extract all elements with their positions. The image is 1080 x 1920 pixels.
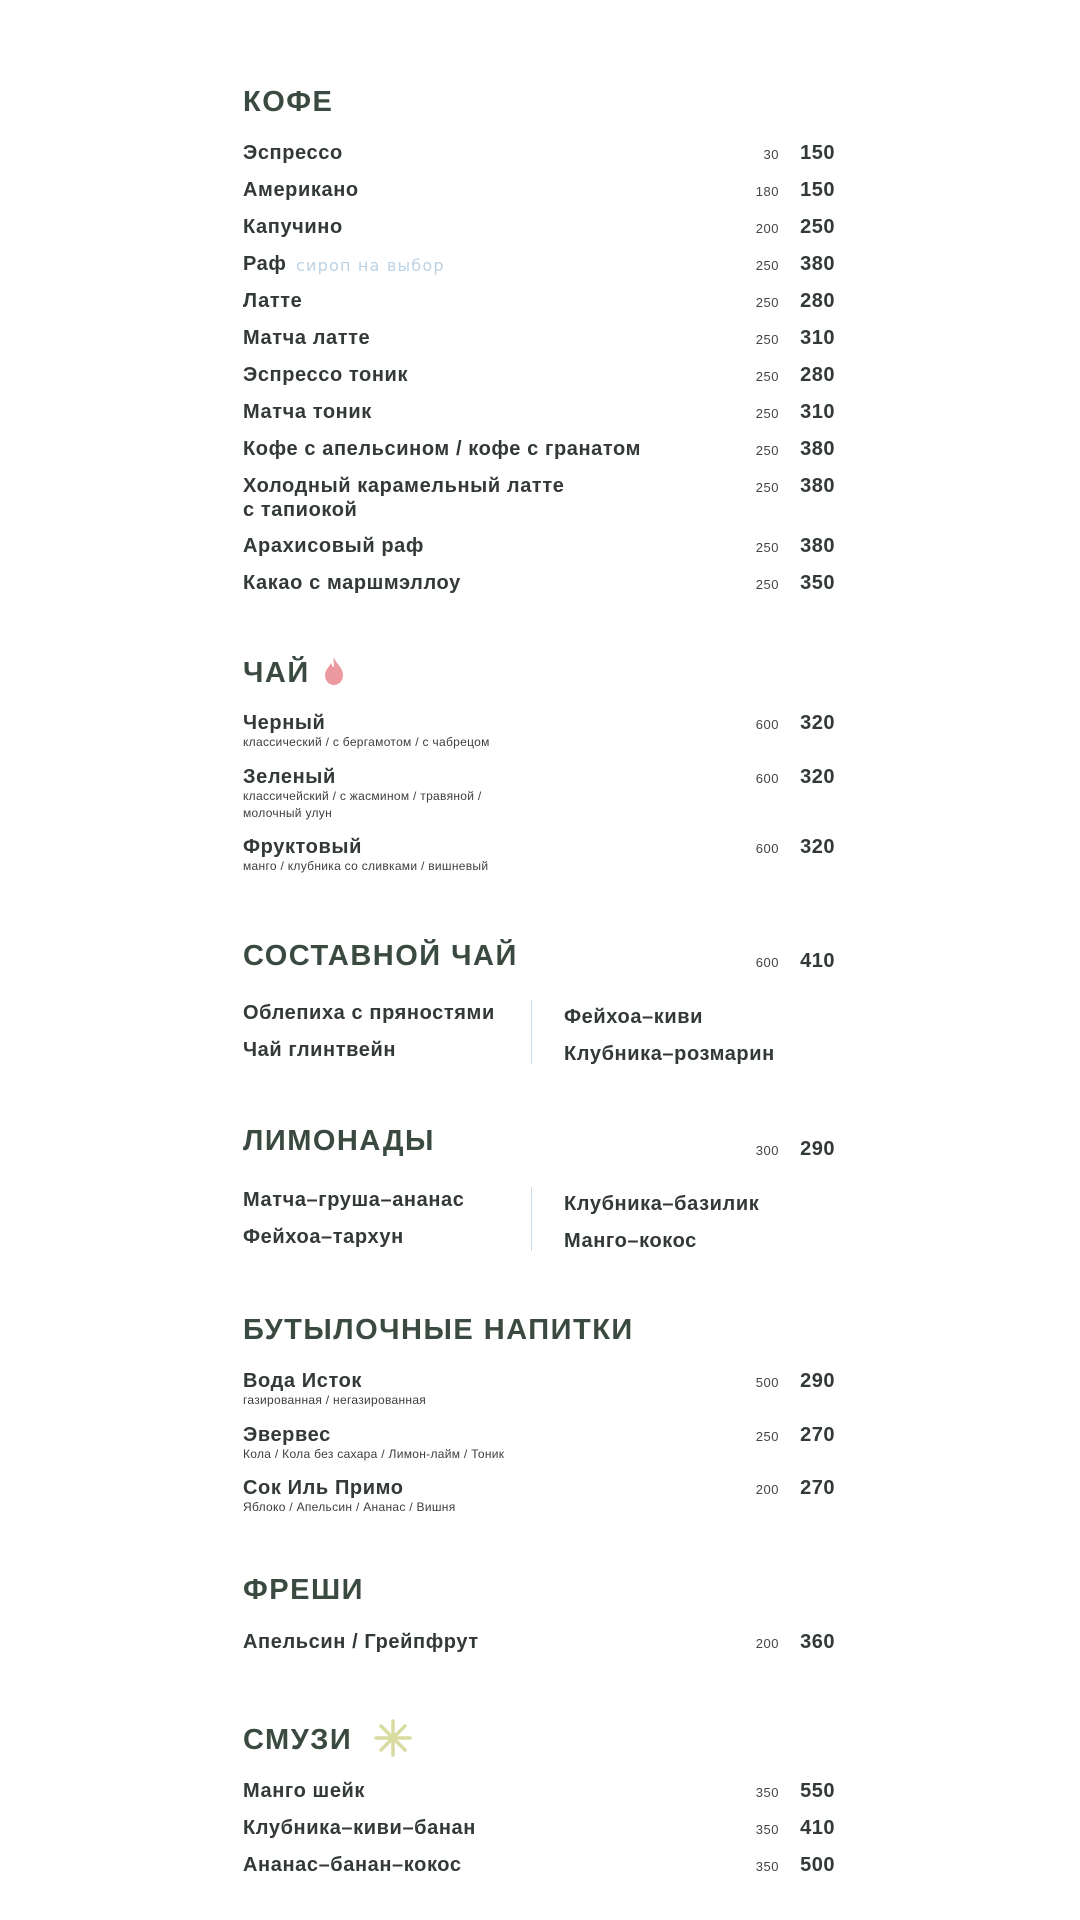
section-price [243,950,835,980]
item-volume: 250 [755,369,779,384]
column-divider [531,1000,532,1064]
menu-item [243,253,835,283]
item-price: 280 [800,364,835,386]
menu-item [243,1780,835,1810]
item-price: 150 [800,179,835,201]
menu-item [243,712,835,756]
item-description: классический / с бергамотом / с чабрецом [243,735,490,749]
item-description: Яблоко / Апельсин / Ананас / Вишня [243,1500,456,1514]
flavor-left-2: Чай глинтвейн [243,1039,397,1061]
menu-item [243,290,835,320]
star-burst-icon [373,1718,413,1758]
menu-item [243,475,835,529]
column-divider [531,1187,532,1251]
flavor-left-1: Облепиха с пряностями [243,1002,495,1024]
item-price: 270 [800,1477,835,1499]
item-name: Капучино [243,216,343,238]
item-name: Клубника–киви–банан [243,1817,476,1839]
item-volume: 200 [755,1636,779,1651]
item-price: 380 [800,475,835,497]
flavor-right-1: Клубника–базилик [564,1193,760,1215]
item-name: Арахисовый раф [243,535,425,557]
item-name: Американо [243,179,359,201]
menu-item [243,438,835,468]
item-name: Апельсин / Грейпфрут [243,1631,479,1653]
section-title-coffee: КОФЕ [243,86,334,118]
item-volume: 200 [755,221,779,236]
item-volume: 200 [755,1482,779,1497]
item-name: Сок Иль Примо [243,1477,404,1499]
item-name: Латте [243,290,303,312]
item-price: 320 [800,766,835,788]
item-price: 380 [800,535,835,557]
item-name: Манго шейк [243,1780,366,1802]
item-volume: 250 [755,480,779,495]
item-name-line2: с тапиокой [243,499,358,521]
item-volume: 600 [755,717,779,732]
item-volume: 250 [755,1429,779,1444]
section-price-value: 410 [800,950,835,972]
flavor-left-2: Фейхоа–тархун [243,1226,404,1248]
menu-item [243,327,835,357]
item-name: Матча латте [243,327,371,349]
item-name: Вода Исток [243,1370,363,1392]
item-price: 250 [800,216,835,238]
section-price-value: 290 [800,1138,835,1160]
menu-item [243,1370,835,1414]
item-description: газированная / негазированная [243,1393,427,1407]
item-volume: 30 [763,147,779,162]
item-volume: 250 [755,540,779,555]
item-price: 270 [800,1424,835,1446]
item-price: 310 [800,401,835,423]
menu-item [243,1854,835,1884]
menu-item [243,142,835,172]
item-volume: 250 [755,577,779,592]
item-description: классичейский / с жасмином / травяной / [243,789,482,803]
item-price: 360 [800,1631,835,1653]
section-price [243,1138,835,1168]
item-price: 310 [800,327,835,349]
item-price: 380 [800,438,835,460]
menu-item [243,535,835,565]
item-volume: 600 [755,841,779,856]
item-price: 150 [800,142,835,164]
flavor-right-2: Манго–кокос [564,1230,697,1252]
menu-item [243,401,835,431]
flavor-right-2: Клубника–розмарин [564,1043,775,1065]
menu-item [243,364,835,394]
section-title-tea: ЧАЙ [243,657,310,689]
syrup-note: сироп на выбор [296,256,445,275]
item-volume: 250 [755,295,779,310]
section-volume: 300 [755,1143,779,1158]
menu-item [243,1631,835,1661]
item-name: Какао с маршмэллоу [243,572,461,594]
item-volume: 500 [755,1375,779,1390]
section-title-smoothie: СМУЗИ [243,1724,353,1756]
item-price: 290 [800,1370,835,1392]
item-price: 380 [800,253,835,275]
section-title-fresh: ФРЕШИ [243,1574,364,1606]
item-price: 410 [800,1817,835,1839]
menu-item [243,216,835,246]
item-volume: 350 [755,1785,779,1800]
item-description: манго / клубника со сливками / вишневый [243,859,489,873]
item-volume: 250 [755,258,779,273]
item-name: Фруктовый [243,836,362,858]
item-volume: 350 [755,1822,779,1837]
item-price: 550 [800,1780,835,1802]
item-name: Черный [243,712,326,734]
flavor-right-1: Фейхоа–киви [564,1006,704,1028]
item-price: 500 [800,1854,835,1876]
item-name: Кофе с апельсином / кофе с гранатом [243,438,641,460]
section-title-lemonades: ЛИМОНАДЫ [243,1125,435,1157]
item-description-line2: молочный улун [243,806,333,820]
menu-item [243,836,835,880]
item-name: Эспрессо [243,142,343,164]
menu-item [243,1477,835,1521]
item-name: Зеленый [243,766,336,788]
pink-flame-icon [322,656,346,686]
menu-item [243,572,835,602]
item-name: Эспрессо тоник [243,364,409,386]
item-volume: 600 [755,771,779,786]
item-name: Раф [243,253,287,275]
menu-item [243,179,835,209]
item-name: Ананас–банан–кокос [243,1854,462,1876]
item-volume: 250 [755,332,779,347]
item-description: Кола / Кола без сахара / Лимон-лайм / Тоник [243,1447,505,1461]
section-title-bottled: БУТЫЛОЧНЫЕ НАПИТКИ [243,1314,634,1346]
section-title-compound-tea: СОСТАВНОЙ ЧАЙ [243,940,518,972]
item-name: Холодный карамельный латте [243,475,565,497]
item-price: 320 [800,712,835,734]
item-name: Эвервес [243,1424,331,1446]
menu-item [243,1424,835,1468]
item-price: 280 [800,290,835,312]
item-price: 320 [800,836,835,858]
menu-item [243,1817,835,1847]
item-volume: 250 [755,406,779,421]
flavor-left-1: Матча–груша–ананас [243,1189,465,1211]
section-volume: 600 [755,955,779,970]
menu-item [243,766,835,826]
item-price: 350 [800,572,835,594]
item-volume: 180 [755,184,779,199]
item-name: Матча тоник [243,401,372,423]
item-volume: 350 [755,1859,779,1874]
item-volume: 250 [755,443,779,458]
